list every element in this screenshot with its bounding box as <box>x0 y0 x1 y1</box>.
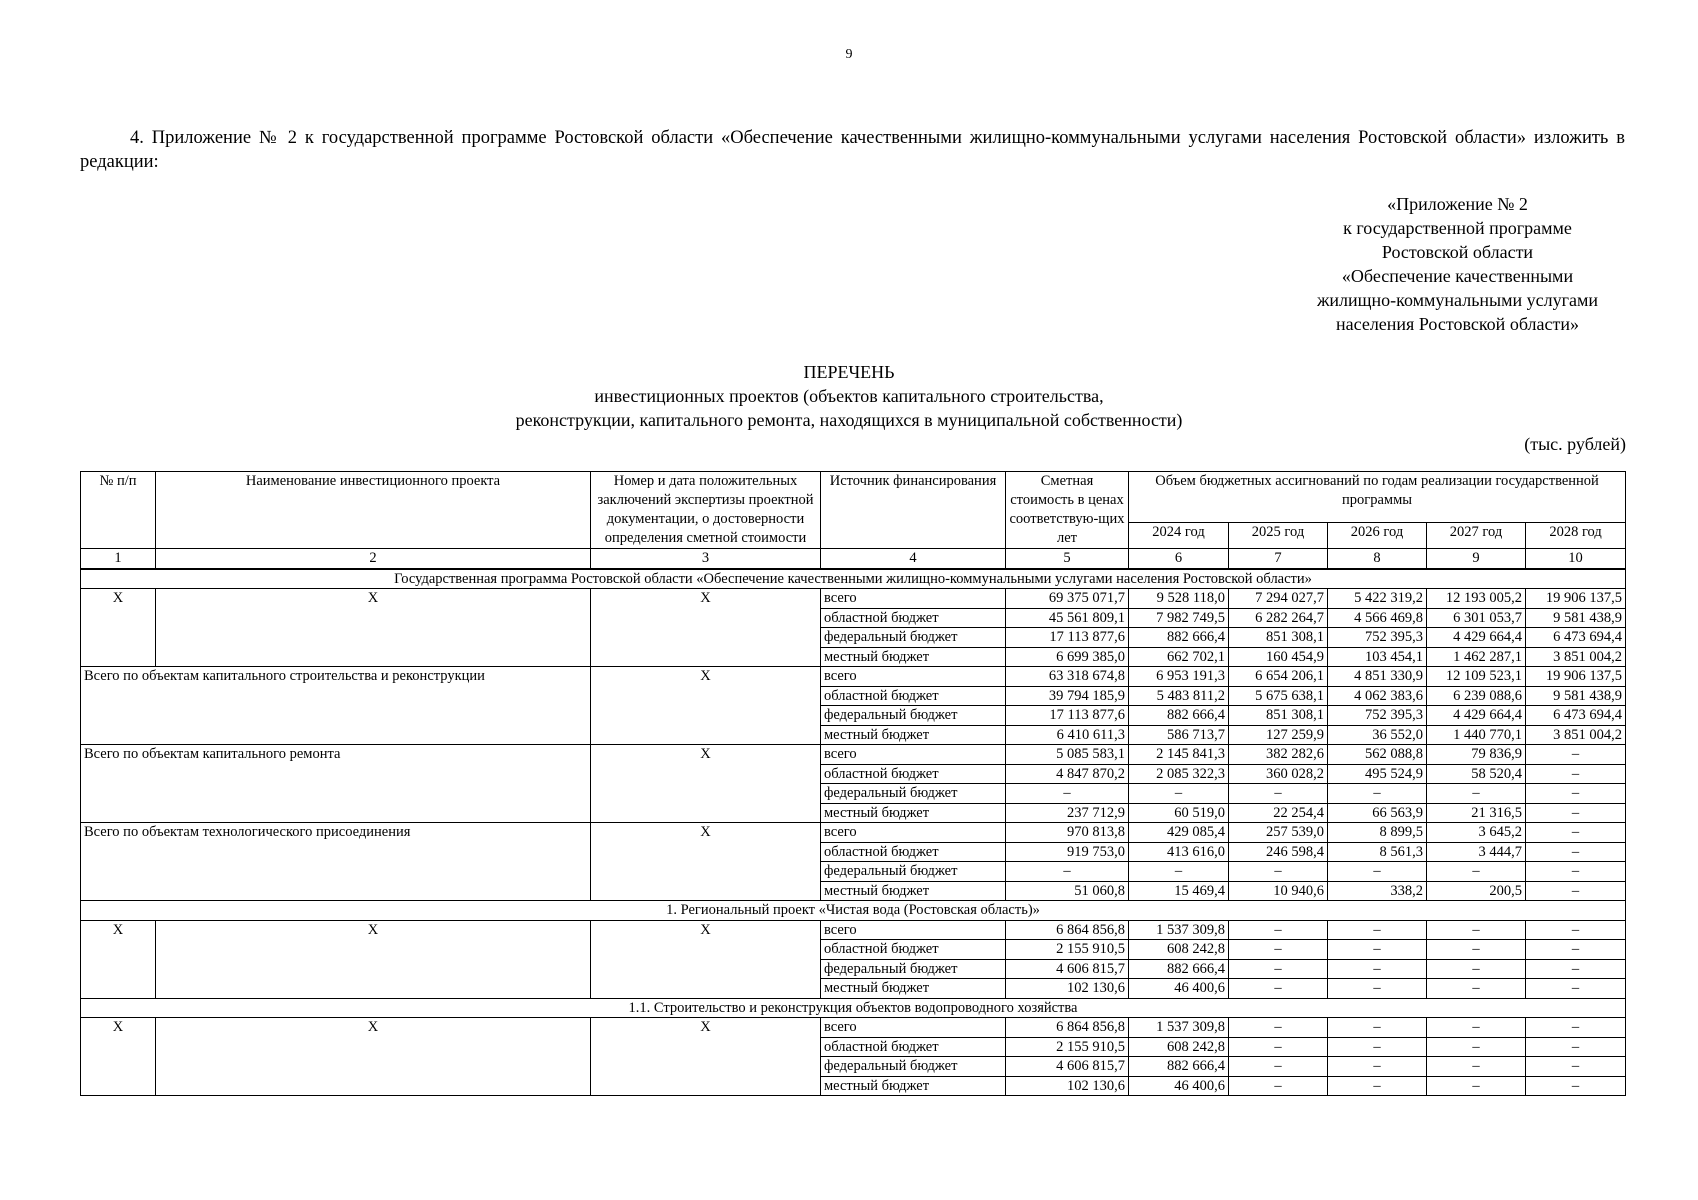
estimated-cost-cell: 63 318 674,8 <box>1006 667 1129 687</box>
header-expertise: Номер и дата положительных заключений экспертизы проектной документации, о достоверности определения сметной стоимости <box>591 472 821 549</box>
year-value-cell: 4 566 469,8 <box>1328 608 1427 628</box>
year-value-cell: 5 675 638,1 <box>1229 686 1328 706</box>
year-value-cell: 58 520,4 <box>1427 764 1526 784</box>
table-row <box>81 920 1626 940</box>
expertise-cell: Х <box>591 823 821 901</box>
header-year: 2027 год <box>1427 522 1526 548</box>
year-value-cell: 7 982 749,5 <box>1129 608 1229 628</box>
appendix-heading <box>1290 192 1625 336</box>
funding-source-cell: всего <box>821 589 1006 609</box>
estimated-cost-cell: 237 712,9 <box>1006 803 1129 823</box>
funding-source-cell: областной бюджет <box>821 842 1006 862</box>
year-value-cell: – <box>1427 1076 1526 1096</box>
group-label-cell: Всего по объектам капитального строительства и реконструкции <box>81 667 591 745</box>
year-value-cell: 586 713,7 <box>1129 725 1229 745</box>
year-value-cell: 6 282 264,7 <box>1229 608 1328 628</box>
project-name-cell: Х <box>156 920 591 998</box>
estimated-cost-cell: 6 864 856,8 <box>1006 1018 1129 1038</box>
table-row <box>81 823 1626 843</box>
year-value-cell: 662 702,1 <box>1129 647 1229 667</box>
header-year: 2025 год <box>1229 522 1328 548</box>
year-value-cell: – <box>1229 862 1328 882</box>
year-value-cell: – <box>1328 979 1427 999</box>
year-value-cell: 6 301 053,7 <box>1427 608 1526 628</box>
year-value-cell: 429 085,4 <box>1129 823 1229 843</box>
year-value-cell: 3 444,7 <box>1427 842 1526 862</box>
year-value-cell: 19 906 137,5 <box>1526 589 1626 609</box>
year-value-cell: – <box>1427 784 1526 804</box>
year-value-cell: 66 563,9 <box>1328 803 1427 823</box>
expertise-cell: Х <box>591 1018 821 1096</box>
estimated-cost-cell: 45 561 809,1 <box>1006 608 1129 628</box>
project-name-cell: Х <box>156 589 591 667</box>
estimated-cost-cell: 69 375 071,7 <box>1006 589 1129 609</box>
year-value-cell: 46 400,6 <box>1129 979 1229 999</box>
funding-source-cell: областной бюджет <box>821 940 1006 960</box>
year-value-cell: 413 616,0 <box>1129 842 1229 862</box>
funding-source-cell: областной бюджет <box>821 1037 1006 1057</box>
year-value-cell: – <box>1526 979 1626 999</box>
funding-source-cell: всего <box>821 1018 1006 1038</box>
group-label-cell: Всего по объектам технологического присоединения <box>81 823 591 901</box>
funding-source-cell: местный бюджет <box>821 979 1006 999</box>
estimated-cost-cell: 102 130,6 <box>1006 1076 1129 1096</box>
header-year: 2026 год <box>1328 522 1427 548</box>
year-value-cell: – <box>1427 1037 1526 1057</box>
table-row <box>81 1018 1626 1038</box>
year-value-cell: – <box>1229 920 1328 940</box>
estimated-cost-cell: 102 130,6 <box>1006 979 1129 999</box>
year-value-cell: – <box>1328 940 1427 960</box>
year-value-cell: 9 581 438,9 <box>1526 686 1626 706</box>
year-value-cell: 200,5 <box>1427 881 1526 901</box>
funding-source-cell: областной бюджет <box>821 608 1006 628</box>
year-value-cell: – <box>1526 881 1626 901</box>
year-value-cell: 15 469,4 <box>1129 881 1229 901</box>
year-value-cell: 6 654 206,1 <box>1229 667 1328 687</box>
year-value-cell: 752 395,3 <box>1328 706 1427 726</box>
estimated-cost-cell: 6 410 611,3 <box>1006 725 1129 745</box>
row-number-cell: Х <box>81 920 156 998</box>
year-value-cell: – <box>1526 803 1626 823</box>
year-value-cell: – <box>1427 940 1526 960</box>
funding-source-cell: всего <box>821 920 1006 940</box>
section-heading: 1. Региональный проект «Чистая вода (Ростовская область)» <box>81 901 1626 921</box>
year-value-cell: 1 537 309,8 <box>1129 920 1229 940</box>
year-value-cell: 382 282,6 <box>1229 745 1328 765</box>
column-number-cell: 7 <box>1229 549 1328 569</box>
year-value-cell: 7 294 027,7 <box>1229 589 1328 609</box>
estimated-cost-cell: 5 085 583,1 <box>1006 745 1129 765</box>
year-value-cell: 1 537 309,8 <box>1129 1018 1229 1038</box>
funding-source-cell: федеральный бюджет <box>821 862 1006 882</box>
year-value-cell: 851 308,1 <box>1229 706 1328 726</box>
year-value-cell: – <box>1526 784 1626 804</box>
funding-source-cell: областной бюджет <box>821 764 1006 784</box>
estimated-cost-cell: 970 813,8 <box>1006 823 1129 843</box>
header-project-name: Наименование инвестиционного проекта <box>156 472 591 549</box>
table-body <box>81 569 1626 1096</box>
year-value-cell: 6 473 694,4 <box>1526 706 1626 726</box>
year-value-cell: 5 483 811,2 <box>1129 686 1229 706</box>
investment-projects-table <box>80 471 1626 1096</box>
row-number-cell: Х <box>81 1018 156 1096</box>
year-value-cell: – <box>1229 1057 1328 1077</box>
year-value-cell: – <box>1328 1057 1427 1077</box>
estimated-cost-cell: 6 864 856,8 <box>1006 920 1129 940</box>
estimated-cost-cell: 4 847 870,2 <box>1006 764 1129 784</box>
section-heading: Государственная программа Ростовской области «Обеспечение качественными жилищно-коммунальными услугами населения Ростовской области» <box>81 569 1626 589</box>
estimated-cost-cell: 6 699 385,0 <box>1006 647 1129 667</box>
column-number-cell: 4 <box>821 549 1006 569</box>
year-value-cell: 608 242,8 <box>1129 940 1229 960</box>
year-value-cell: 103 454,1 <box>1328 647 1427 667</box>
funding-source-cell: местный бюджет <box>821 647 1006 667</box>
year-value-cell: – <box>1229 1076 1328 1096</box>
year-value-cell: 19 906 137,5 <box>1526 667 1626 687</box>
table-row <box>81 667 1626 687</box>
year-value-cell: – <box>1526 920 1626 940</box>
funding-source-cell: местный бюджет <box>821 803 1006 823</box>
year-value-cell: – <box>1526 959 1626 979</box>
header-year: 2028 год <box>1526 522 1626 548</box>
estimated-cost-cell: 2 155 910,5 <box>1006 1037 1129 1057</box>
expertise-cell: Х <box>591 745 821 823</box>
year-value-cell: 3 851 004,2 <box>1526 647 1626 667</box>
year-value-cell: 2 085 322,3 <box>1129 764 1229 784</box>
year-value-cell: – <box>1526 1057 1626 1077</box>
year-value-cell: 338,2 <box>1328 881 1427 901</box>
year-value-cell: – <box>1526 1018 1626 1038</box>
title-line: ПЕРЕЧЕНЬ <box>803 362 895 382</box>
estimated-cost-cell: 17 113 877,6 <box>1006 706 1129 726</box>
year-value-cell: – <box>1526 823 1626 843</box>
year-value-cell: – <box>1229 979 1328 999</box>
year-value-cell: 8 899,5 <box>1328 823 1427 843</box>
year-value-cell: – <box>1229 1018 1328 1038</box>
year-value-cell: 9 528 118,0 <box>1129 589 1229 609</box>
year-value-cell: – <box>1129 784 1229 804</box>
year-value-cell: 882 666,4 <box>1129 1057 1229 1077</box>
funding-source-cell: федеральный бюджет <box>821 706 1006 726</box>
year-value-cell: – <box>1427 920 1526 940</box>
document-title <box>0 360 1698 432</box>
year-value-cell: 257 539,0 <box>1229 823 1328 843</box>
title-line: реконструкции, капитального ремонта, находящихся в муниципальной собственности) <box>515 410 1183 430</box>
estimated-cost-cell: 39 794 185,9 <box>1006 686 1129 706</box>
units-label: (тыс. рублей) <box>1524 434 1626 454</box>
funding-source-cell: всего <box>821 667 1006 687</box>
column-number-cell: 1 <box>81 549 156 569</box>
year-value-cell: 882 666,4 <box>1129 959 1229 979</box>
year-value-cell: 4 851 330,9 <box>1328 667 1427 687</box>
year-value-cell: – <box>1427 1057 1526 1077</box>
year-value-cell: 6 473 694,4 <box>1526 628 1626 648</box>
year-value-cell: 12 193 005,2 <box>1427 589 1526 609</box>
estimated-cost-cell: 2 155 910,5 <box>1006 940 1129 960</box>
year-value-cell: 160 454,9 <box>1229 647 1328 667</box>
year-value-cell: 4 429 664,4 <box>1427 628 1526 648</box>
year-value-cell: – <box>1328 784 1427 804</box>
year-value-cell: 2 145 841,3 <box>1129 745 1229 765</box>
funding-source-cell: федеральный бюджет <box>821 1057 1006 1077</box>
column-number-cell: 3 <box>591 549 821 569</box>
year-value-cell: – <box>1526 940 1626 960</box>
section-heading: 1.1. Строительство и реконструкция объектов водопроводного хозяйства <box>81 998 1626 1018</box>
row-number-cell: Х <box>81 589 156 667</box>
year-value-cell: 752 395,3 <box>1328 628 1427 648</box>
table-row <box>81 589 1626 609</box>
funding-source-cell: федеральный бюджет <box>821 628 1006 648</box>
section-heading-row <box>81 998 1626 1018</box>
appendix-line: Ростовской области <box>1381 242 1534 262</box>
estimated-cost-cell: 51 060,8 <box>1006 881 1129 901</box>
header-estimated-cost: Сметная стоимость в ценах соответствую-щих лет <box>1006 472 1129 549</box>
funding-source-cell: федеральный бюджет <box>821 784 1006 804</box>
year-value-cell: 9 581 438,9 <box>1526 608 1626 628</box>
year-value-cell: 5 422 319,2 <box>1328 589 1427 609</box>
year-value-cell: 882 666,4 <box>1129 706 1229 726</box>
year-value-cell: – <box>1526 764 1626 784</box>
estimated-cost-cell: 4 606 815,7 <box>1006 1057 1129 1077</box>
year-value-cell: 495 524,9 <box>1328 764 1427 784</box>
funding-source-cell: всего <box>821 823 1006 843</box>
year-value-cell: 6 953 191,3 <box>1129 667 1229 687</box>
year-value-cell: 882 666,4 <box>1129 628 1229 648</box>
header-year: 2024 год <box>1129 522 1229 548</box>
year-value-cell: – <box>1427 979 1526 999</box>
year-value-cell: – <box>1229 784 1328 804</box>
estimated-cost-cell: 17 113 877,6 <box>1006 628 1129 648</box>
year-value-cell: – <box>1129 862 1229 882</box>
year-value-cell: 360 028,2 <box>1229 764 1328 784</box>
year-value-cell: – <box>1229 940 1328 960</box>
year-value-cell: 1 462 287,1 <box>1427 647 1526 667</box>
section-heading-row <box>81 901 1626 921</box>
title-line: инвестиционных проектов (объектов капитального строительства, <box>594 386 1104 406</box>
year-value-cell: – <box>1328 1076 1427 1096</box>
year-value-cell: – <box>1229 1037 1328 1057</box>
year-value-cell: 6 239 088,6 <box>1427 686 1526 706</box>
appendix-line: к государственной программе <box>1343 218 1572 238</box>
year-value-cell: 4 429 664,4 <box>1427 706 1526 726</box>
funding-source-cell: местный бюджет <box>821 1076 1006 1096</box>
year-value-cell: – <box>1427 1018 1526 1038</box>
year-value-cell: 4 062 383,6 <box>1328 686 1427 706</box>
year-value-cell: 3 851 004,2 <box>1526 725 1626 745</box>
year-value-cell: – <box>1526 745 1626 765</box>
year-value-cell: 12 109 523,1 <box>1427 667 1526 687</box>
column-number-cell: 8 <box>1328 549 1427 569</box>
year-value-cell: – <box>1229 959 1328 979</box>
appendix-line: «Приложение № 2 <box>1387 194 1528 214</box>
year-value-cell: 608 242,8 <box>1129 1037 1229 1057</box>
column-numbers-row <box>81 549 1626 569</box>
year-value-cell: – <box>1328 1037 1427 1057</box>
group-label-cell: Всего по объектам капитального ремонта <box>81 745 591 823</box>
column-number-cell: 10 <box>1526 549 1626 569</box>
column-number-cell: 6 <box>1129 549 1229 569</box>
expertise-cell: Х <box>591 589 821 667</box>
year-value-cell: 46 400,6 <box>1129 1076 1229 1096</box>
section-heading-row <box>81 569 1626 589</box>
funding-source-cell: федеральный бюджет <box>821 959 1006 979</box>
expertise-cell: Х <box>591 920 821 998</box>
estimated-cost-cell: 919 753,0 <box>1006 842 1129 862</box>
page-number: 9 <box>845 47 853 62</box>
year-value-cell: 10 940,6 <box>1229 881 1328 901</box>
header-funding-source: Источник финансирования <box>821 472 1006 549</box>
year-value-cell: 1 440 770,1 <box>1427 725 1526 745</box>
year-value-cell: 127 259,9 <box>1229 725 1328 745</box>
year-value-cell: – <box>1328 920 1427 940</box>
year-value-cell: – <box>1427 959 1526 979</box>
header-number: № п/п <box>81 472 156 549</box>
estimated-cost-cell: – <box>1006 862 1129 882</box>
year-value-cell: – <box>1328 1018 1427 1038</box>
year-value-cell: – <box>1328 959 1427 979</box>
year-value-cell: 79 836,9 <box>1427 745 1526 765</box>
year-value-cell: 562 088,8 <box>1328 745 1427 765</box>
year-value-cell: – <box>1526 842 1626 862</box>
table-row <box>81 745 1626 765</box>
year-value-cell: – <box>1526 862 1626 882</box>
year-value-cell: – <box>1526 1076 1626 1096</box>
estimated-cost-cell: 4 606 815,7 <box>1006 959 1129 979</box>
year-value-cell: 8 561,3 <box>1328 842 1427 862</box>
funding-source-cell: всего <box>821 745 1006 765</box>
year-value-cell: – <box>1427 862 1526 882</box>
year-value-cell: 3 645,2 <box>1427 823 1526 843</box>
project-name-cell: Х <box>156 1018 591 1096</box>
estimated-cost-cell: – <box>1006 784 1129 804</box>
year-value-cell: 21 316,5 <box>1427 803 1526 823</box>
header-budget-group: Объем бюджетных ассигнований по годам реализации государственной программы <box>1129 472 1626 523</box>
appendix-line: населения Ростовской области» <box>1336 314 1579 334</box>
appendix-line: «Обеспечение качественными <box>1341 266 1574 286</box>
year-value-cell: – <box>1526 1037 1626 1057</box>
intro-paragraph: 4. Приложение № 2 к государственной программе Ростовской области «Обеспечение качественными жилищно-коммунальными услугами населения Ростовской области» изложить в редакции: <box>80 128 1625 172</box>
expertise-cell: Х <box>591 667 821 745</box>
funding-source-cell: областной бюджет <box>821 686 1006 706</box>
year-value-cell: 36 552,0 <box>1328 725 1427 745</box>
column-number-cell: 5 <box>1006 549 1129 569</box>
column-number-cell: 9 <box>1427 549 1526 569</box>
year-value-cell: 22 254,4 <box>1229 803 1328 823</box>
column-number-cell: 2 <box>156 549 591 569</box>
funding-source-cell: местный бюджет <box>821 725 1006 745</box>
year-value-cell: 60 519,0 <box>1129 803 1229 823</box>
appendix-line: жилищно-коммунальными услугами <box>1316 290 1599 310</box>
year-value-cell: 246 598,4 <box>1229 842 1328 862</box>
year-value-cell: – <box>1328 862 1427 882</box>
year-value-cell: 851 308,1 <box>1229 628 1328 648</box>
funding-source-cell: местный бюджет <box>821 881 1006 901</box>
